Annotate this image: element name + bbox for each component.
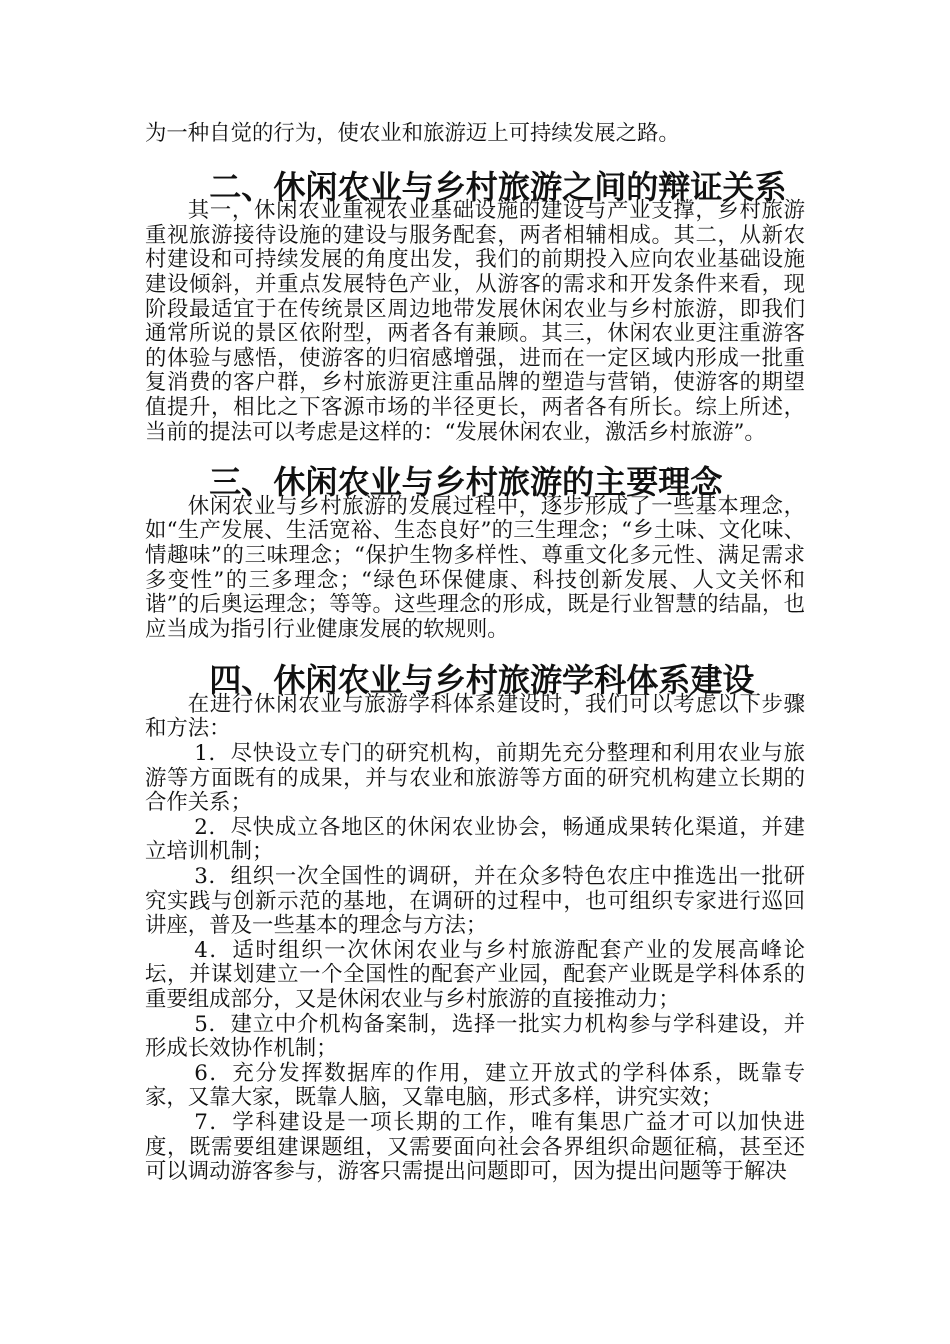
- intro-paragraph: 为一种自觉的行为，使农业和旅游迈上可持续发展之路。: [145, 121, 680, 146]
- list-item: 7．学科建设是一项长期的工作，唯有集思广益才可以加快进度，既需要组建课题组，又需要面向社会各界组织命题征稿，甚至还可以调动游客参与，游客只需提出问题即可，因为提出问题等于解决: [145, 1109, 805, 1185]
- list-item: 6．充分发挥数据库的作用，建立开放式的学科体系，既靠专家，又靠大家，既靠人脑，又靠电脑，形式多样，讲究实效；: [145, 1060, 805, 1111]
- section-paragraph: 休闲农业与乡村旅游的发展过程中，逐步形成了一些基本理念，如“生产发展、生活宽裕、生态良好”的三生理念；“乡土味、文化味、情趣味”的三味理念；“保护生物多样性、尊重文化多元性、满足需求多变性”的三多理念；“绿色环保健康、科技创新发展、人文关怀和谐”的后奥运理念；等等。这些理念的形成，既是行业智慧的结晶，也应当成为指引行业健康发展的软规则。: [145, 493, 805, 642]
- list-item: 3．组织一次全国性的调研，并在众多特色农庄中推选出一批研究实践与创新示范的基地，在调研的过程中，也可组织专家进行巡回讲座，普及一些基本的理念与方法；: [145, 864, 805, 939]
- list-item: 1．尽快设立专门的研究机构，前期先充分整理和利用农业与旅游等方面既有的成果，并与农业和旅游等方面的研究机构建立长期的合作关系；: [145, 741, 805, 816]
- section-paragraph: 其一，休闲农业重视农业基础设施的建设与产业支撑，乡村旅游重视旅游接待设施的建设与服务配套，两者相辅相成。其二，从新农村建设和可持续发展的角度出发，我们的前期投入应向农业基础设施建设倾斜，并重点发展特色产业，从游客的需求和开发条件来看，现阶段最适宜于在传统景区周边地带发展休闲农业与乡村旅游，即我们通常所说的景区依附型，两者各有兼顾。其三，休闲农业更注重游客的体验与感悟，使游客的归宿感增强，进而在一定区域内形成一批重复消费的客户群，乡村旅游更注重品牌的塑造与营销，使游客的期望值提升，相比之下客源市场的半径更长，两者各有所长。综上所述，当前的提法可以考虑是这样的：“发展休闲农业，激活乡村旅游”。: [145, 198, 805, 445]
- section-discipline-system: [145, 661, 805, 1185]
- section-heading: 三、休闲农业与乡村旅游的主要理念: [209, 463, 723, 502]
- list-item: 2．尽快成立各地区的休闲农业协会，畅通成果转化渠道，并建立培训机制；: [145, 814, 805, 865]
- list-item: 4．适时组织一次休闲农业与乡村旅游配套产业的发展高峰论坛，并谋划建立一个全国性的配套产业园，配套产业既是学科体系的重要组成部分，又是休闲农业与乡村旅游的直接推动力；: [145, 937, 805, 1012]
- section-heading: 四、休闲农业与乡村旅游学科体系建设: [209, 661, 755, 700]
- section-main-concepts: [145, 463, 805, 642]
- list-item: 5．建立中介机构备案制，选择一批实力机构参与学科建设，并形成长效协作机制；: [145, 1011, 805, 1062]
- section-heading: 二、休闲农业与乡村旅游之间的辩证关系: [209, 167, 787, 206]
- document-page: [145, 122, 805, 1185]
- section-dialectical-relationship: [145, 167, 805, 446]
- section-paragraph: 在进行休闲农业与旅游学科体系建设时，我们可以考虑以下步骤和方法：: [145, 691, 805, 742]
